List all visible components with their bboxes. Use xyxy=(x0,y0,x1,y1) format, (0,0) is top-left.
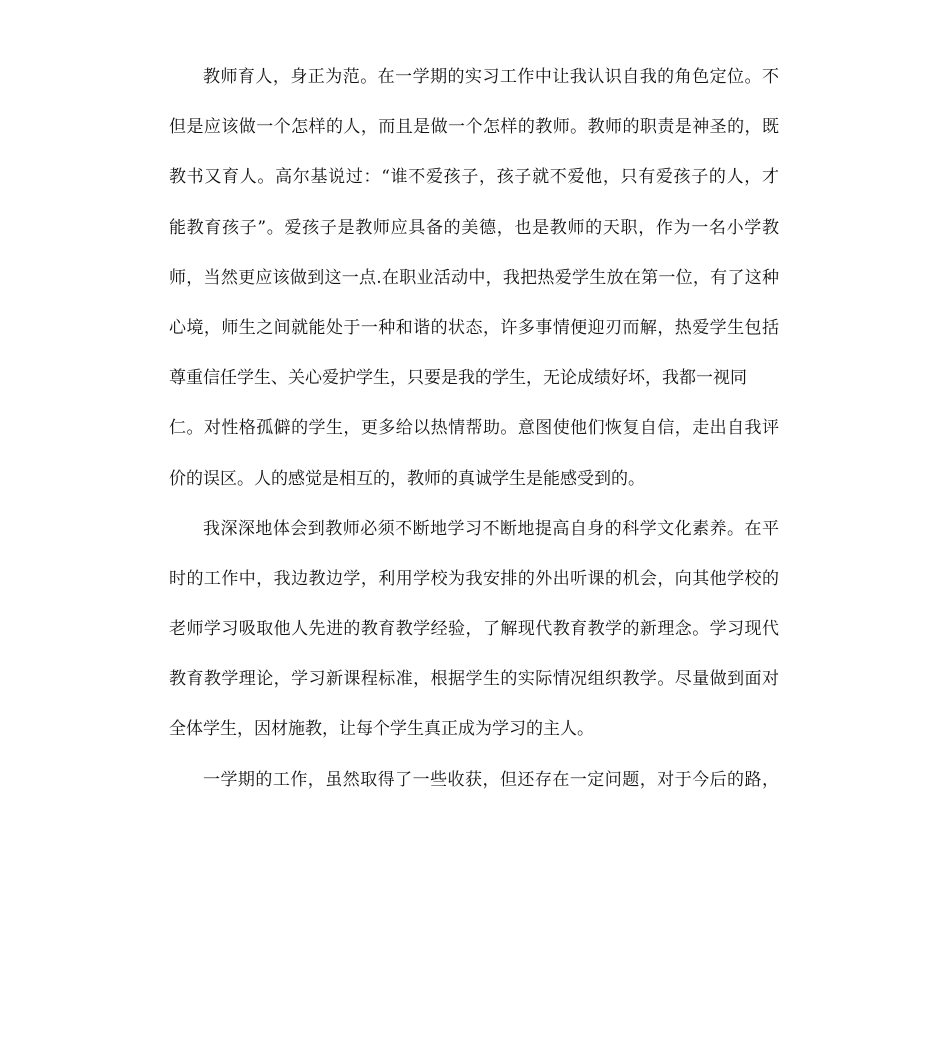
text-line: 一学期的工作，虽然取得了一些收获，但还存在一定问题，对于今后的路， xyxy=(203,769,779,790)
text-line: 全体学生，因材施教，让每个学生真正成为学习的主人。 xyxy=(169,719,594,740)
text-line: 教育教学理论，学习新课程标准，根据学生的实际情况组织教学。尽量做到面对 xyxy=(169,669,779,690)
text-line: 仁。对性格孤僻的学生，更多给以热情帮助。意图使他们恢复自信，走出自我评 xyxy=(169,418,779,439)
text-line: 老师学习吸取他人先进的教育教学经验，了解现代教育教学的新理念。学习现代 xyxy=(169,619,779,640)
paragraph-3 xyxy=(169,763,779,813)
paragraph-1 xyxy=(169,60,779,512)
text-line: 尊重信任学生、关心爱护学生，只要是我的学生，无论成绩好坏，我都一视同 xyxy=(169,368,747,389)
text-line: 我深深地体会到教师必须不断地学习不断地提高自身的科学文化素养。在平 xyxy=(203,518,779,539)
text-line: 心境，师生之间就能处于一种和谐的状态，许多事情便迎刃而解，热爱学生包括 xyxy=(169,317,779,338)
text-line: 师，当然更应该做到这一点.在职业活动中，我把热爱学生放在第一位，有了这种 xyxy=(169,267,779,288)
paragraph-2 xyxy=(169,512,779,763)
text-line: 时的工作中，我边教边学，利用学校为我安排的外出听课的机会，向其他学校的 xyxy=(169,568,779,589)
text-line: 教书又育人。高尔基说过：“谁不爱孩子，孩子就不爱他，只有爱孩子的人，才 xyxy=(169,167,779,188)
text-line: 能教育孩子”。爱孩子是教师应具备的美德，也是教师的天职，作为一名小学教 xyxy=(169,217,779,238)
text-line: 但是应该做一个怎样的人，而且是做一个怎样的教师。教师的职责是神圣的，既 xyxy=(169,117,779,138)
document-body xyxy=(169,60,779,813)
text-line: 价的误区。人的感觉是相互的，教师的真诚学生是能感受到的。 xyxy=(169,468,645,489)
text-line: 教师育人，身正为范。在一学期的实习工作中让我认识自我的角色定位。不 xyxy=(203,67,779,87)
